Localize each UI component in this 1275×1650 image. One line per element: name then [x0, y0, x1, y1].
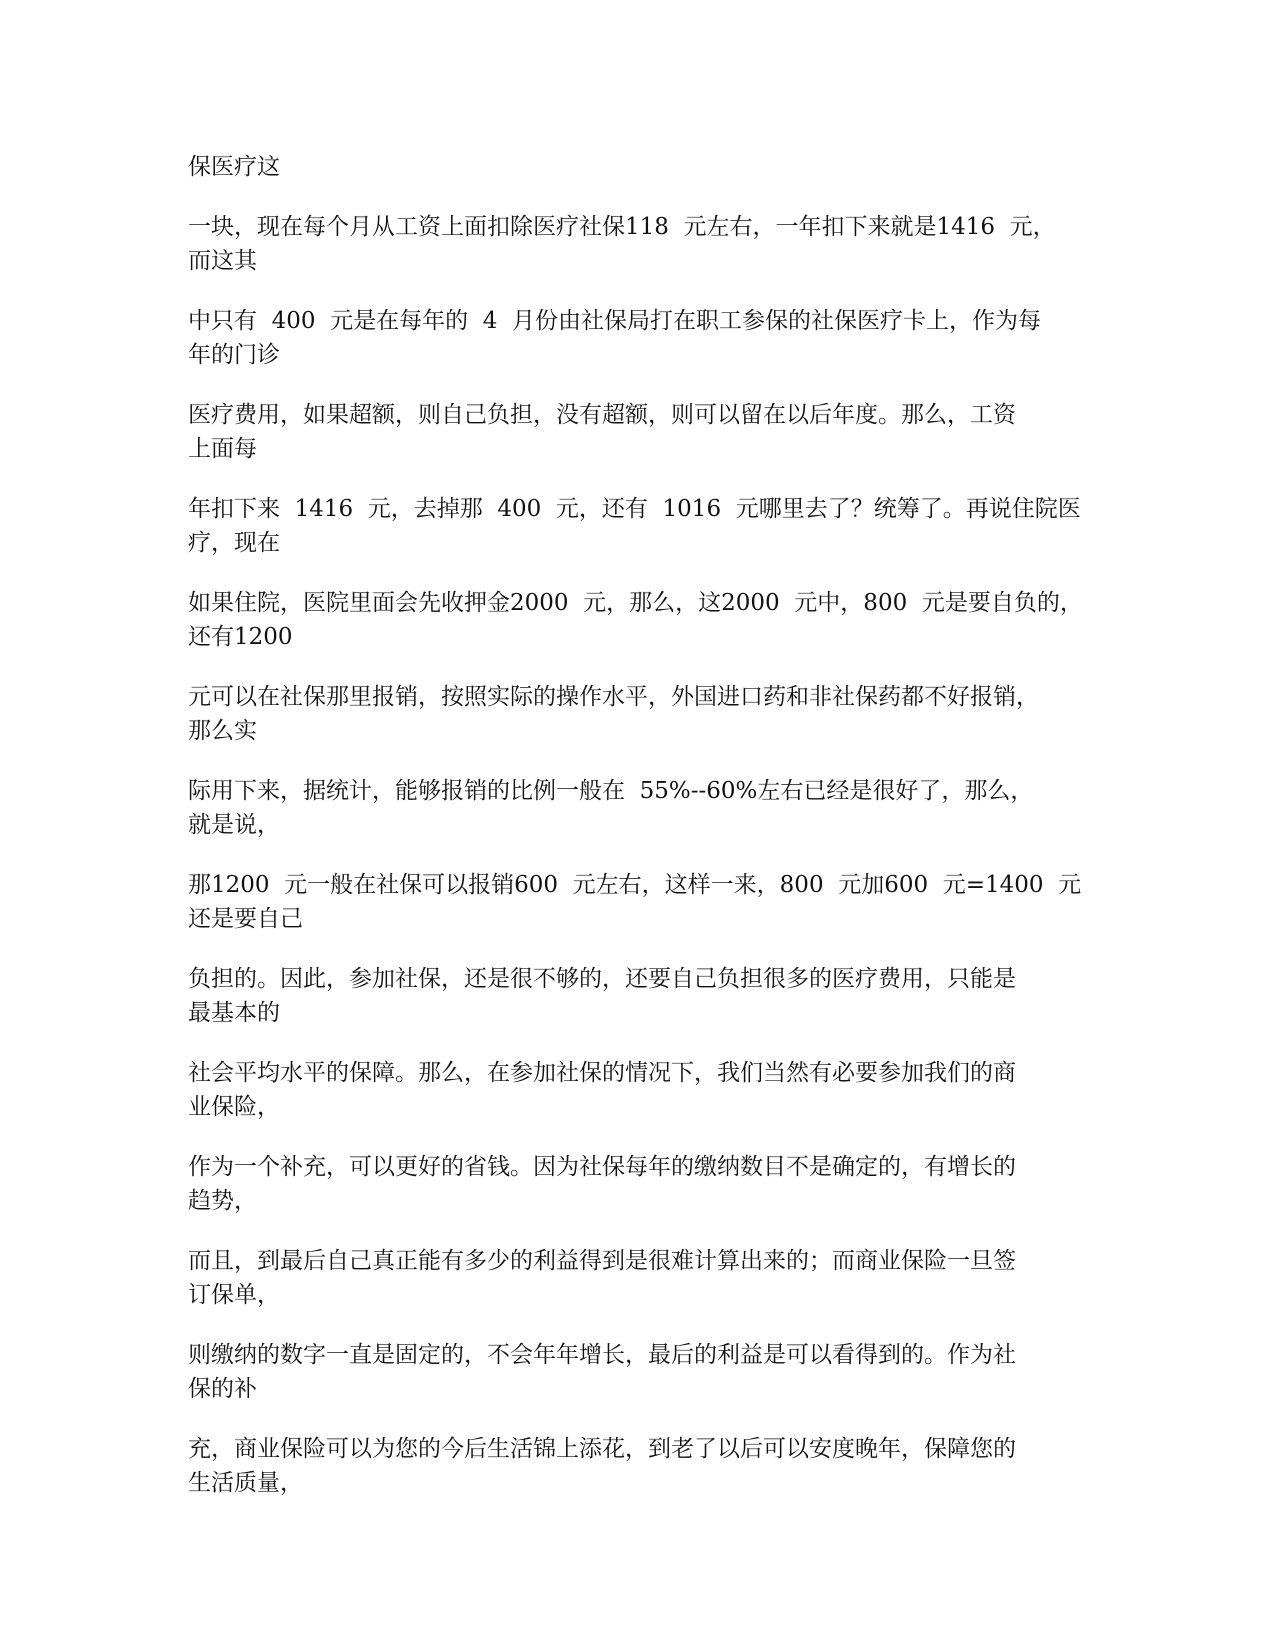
paragraph-7: 元可以在社保那里报销，按照实际的操作水平，外国进口药和非社保药都不好报销， 那么实 — [188, 684, 1039, 744]
paragraph-13: 而且，到最后自己真正能有多少的利益得到是很难计算出来的；而商业保险一旦签 订保单， — [188, 1248, 1016, 1308]
paragraph-2: 一块，现在每个月从工资上面扣除医疗社保118 元左右，一年扣下来就是1416 元， 而这其 — [188, 214, 1056, 274]
paragraph-12: 作为一个补充，可以更好的省钱。因为社保每年的缴纳数目不是确定的，有增长的 趋势， — [188, 1154, 1016, 1214]
paragraph-15: 充，商业保险可以为您的今后生活锦上添花，到老了以后可以安度晚年，保障您的 生活质量， — [188, 1436, 1016, 1496]
paragraph-3: 中只有 400 元是在每年的 4 月份由社保局打在职工参保的社保医疗卡上，作为每 年的门诊 — [188, 308, 1042, 368]
paragraph-10: 负担的。因此，参加社保，还是很不够的，还要自己负担很多的医疗费用，只能是 最基本的 — [188, 966, 1016, 1026]
paragraph-6: 如果住院，医院里面会先收押金2000 元，那么，这2000 元中，800 元是要自负的， 还有1200 — [188, 590, 1083, 650]
document-body — [188, 150, 1098, 1526]
paragraph-9: 那1200 元一般在社保可以报销600 元左右，这样一来，800 元加600 元=1400 元 还是要自己 — [188, 872, 1082, 932]
paragraph-11: 社会平均水平的保障。那么，在参加社保的情况下，我们当然有必要参加我们的商 业保险， — [188, 1060, 1016, 1120]
paragraph-1: 保医疗这 — [188, 154, 280, 180]
paragraph-8: 际用下来，据统计，能够报销的比例一般在 55%--60%左右已经是很好了，那么， 就是说， — [188, 778, 1034, 838]
paragraph-14: 则缴纳的数字一直是固定的，不会年年增长，最后的利益是可以看得到的。作为社 保的补 — [188, 1342, 1016, 1402]
paragraph-5: 年扣下来 1416 元，去掉那 400 元，还有 1016 元哪里去了？统筹了。再说住院医 疗，现在 — [188, 496, 1081, 556]
paragraph-4: 医疗费用，如果超额，则自己负担，没有超额，则可以留在以后年度。那么，工资 上面每 — [188, 402, 1016, 462]
